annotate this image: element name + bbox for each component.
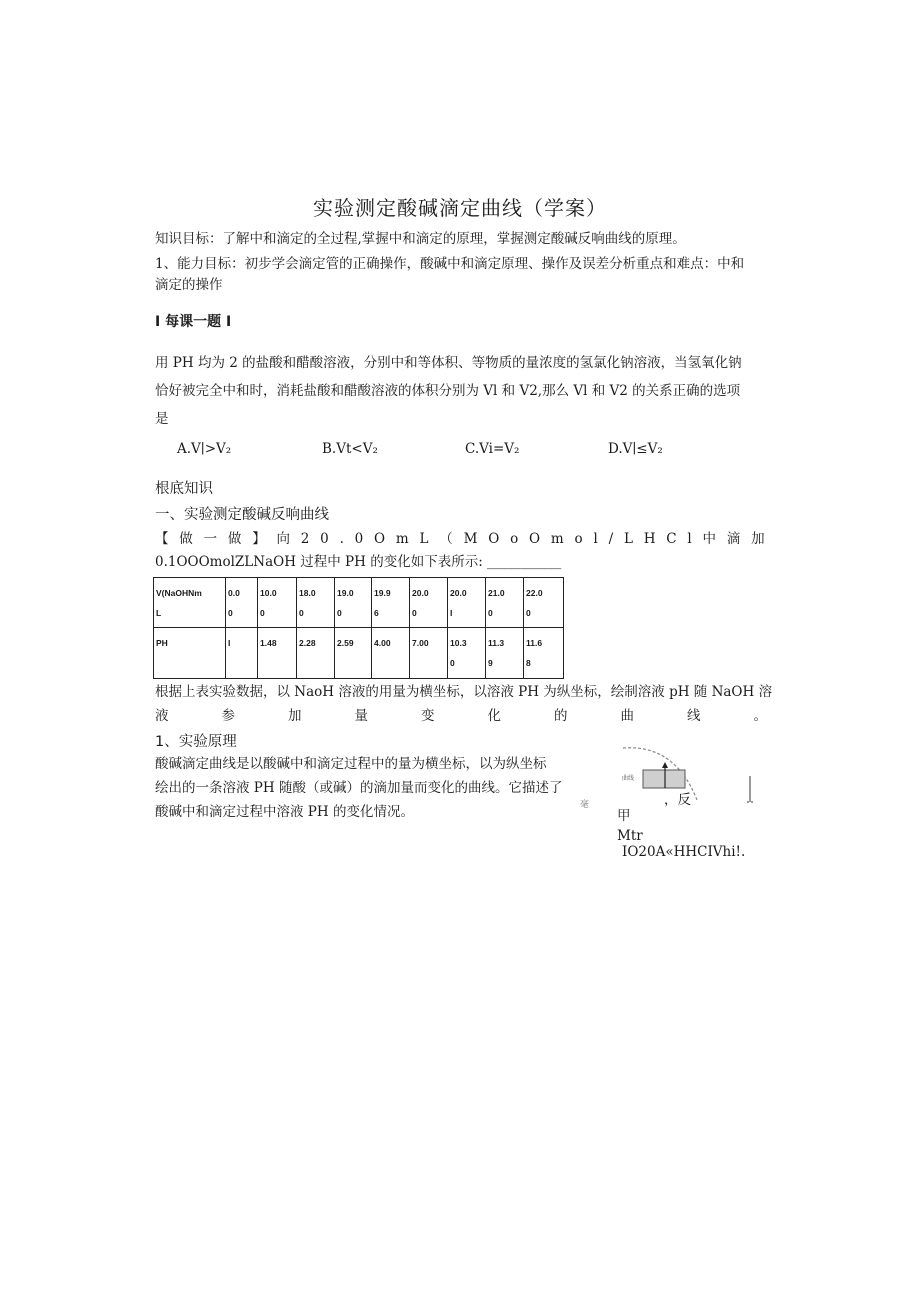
doit-char: L bbox=[623, 531, 633, 547]
after-table-line2 bbox=[155, 706, 767, 726]
after-table-char: 参 bbox=[221, 708, 235, 724]
doit-char: 】 bbox=[252, 531, 266, 547]
figure-caption-1: 甲 bbox=[617, 808, 631, 824]
table-cell: I bbox=[226, 628, 258, 679]
doit-char: O bbox=[374, 531, 386, 547]
principle-line2: 绘出的一条溶液 PH 随酸（或碱）的滴加量而变化的曲线。它描述了 bbox=[155, 780, 563, 796]
doit-line2: 0.1OOOmolZLNaOH 过程中 PH 的变化如下表所示: ___________ bbox=[155, 554, 562, 570]
section1-heading: 一、实验测定酸碱反响曲线 bbox=[155, 507, 329, 523]
after-table-line1: 根据上表实验数据，以 NaoH 溶液的用量为横坐标，以溶液 PH 为纵坐标，绘制溶液 pH 随 NaOH 溶 bbox=[155, 684, 773, 700]
ability-goal-line1: 1、能力目标：初步学会滴定管的正确操作，酸碱中和滴定原理、操作及误差分析重点和难点：中和 bbox=[155, 256, 745, 272]
principle-heading: 1、实验原理 bbox=[155, 734, 237, 750]
table-row bbox=[154, 578, 564, 628]
doit-char: 向 bbox=[276, 531, 290, 547]
titration-figure bbox=[575, 740, 775, 860]
doit-char: 【 bbox=[155, 531, 169, 547]
table-cell: 10.3 0 bbox=[448, 628, 486, 679]
table-cell: 7.00 bbox=[410, 628, 448, 679]
principle-line3: 酸碱中和滴定过程中溶液 PH 的变化情况。 bbox=[155, 804, 414, 820]
doit-char: 2 bbox=[300, 531, 310, 547]
doit-char: 加 bbox=[751, 531, 765, 547]
doit-char: o bbox=[510, 531, 519, 547]
doit-line1 bbox=[155, 529, 765, 549]
doit-char: o bbox=[574, 531, 583, 547]
doit-char: C bbox=[666, 531, 677, 547]
table-cell: 19.0 0 bbox=[335, 578, 372, 628]
after-table-char: 变 bbox=[421, 708, 435, 724]
after-table-char: 量 bbox=[354, 708, 368, 724]
knowledge-goal: 知识目标：了解中和滴定的全过程,掌握中和滴定的原理，掌握测定酸碱反响曲线的原理。 bbox=[155, 231, 686, 247]
figure-side-text: ，反 bbox=[664, 792, 691, 808]
doit-char: O bbox=[488, 531, 500, 547]
question-line3: 是 bbox=[155, 411, 169, 427]
doit-char: 一 bbox=[203, 531, 218, 547]
table-cell: 2.59 bbox=[335, 628, 372, 679]
doit-char: 中 bbox=[702, 531, 717, 547]
ph-data-table bbox=[153, 577, 564, 679]
table-cell: 4.00 bbox=[372, 628, 410, 679]
daily-question-heading: I 每课一题 I bbox=[155, 314, 232, 330]
after-table-char: 的 bbox=[554, 708, 568, 724]
option-d: D.V∣≤V₂ bbox=[608, 441, 663, 457]
doit-char: 0 bbox=[354, 531, 364, 547]
doit-char: 做 bbox=[227, 531, 242, 547]
option-a: A.V∣>V₂ bbox=[177, 441, 232, 457]
table-cell: 21.0 0 bbox=[486, 578, 524, 628]
after-table-char: 化 bbox=[487, 708, 501, 724]
after-table-char: 线 bbox=[687, 708, 701, 724]
table-cell: 0.0 0 bbox=[226, 578, 258, 628]
table-cell: 10.0 0 bbox=[258, 578, 297, 628]
figure-caption-3: IO20A«HHCIVhi!. bbox=[622, 844, 746, 860]
question-line2: 恰好被完全中和时，消耗盐酸和醋酸溶液的体积分别为 Vl 和 V2,那么 Vl 和 V2 的关系正确的选项 bbox=[155, 383, 741, 399]
page-title: 实验测定酸碱滴定曲线（学案） bbox=[313, 196, 607, 220]
doit-char: 滴 bbox=[726, 531, 741, 547]
table-row bbox=[154, 628, 564, 679]
doit-char: l bbox=[687, 531, 692, 547]
doit-char: l bbox=[593, 531, 598, 547]
table-cell: 18.0 0 bbox=[297, 578, 335, 628]
table-cell: 1.48 bbox=[258, 628, 297, 679]
option-b: B.Vt<V₂ bbox=[322, 441, 378, 457]
table-cell: 11.6 8 bbox=[524, 628, 564, 679]
after-table-char: 曲 bbox=[620, 708, 634, 724]
ability-goal-line2: 滴定的操作 bbox=[155, 277, 223, 293]
doit-char: . bbox=[339, 531, 344, 547]
figure-caption-2: Mtr bbox=[617, 828, 643, 844]
after-table-char: 。 bbox=[753, 708, 767, 724]
doit-char: m bbox=[550, 531, 564, 547]
principle-line1: 酸碱滴定曲线是以酸碱中和滴定过程中的量为横坐标，以为纵坐标 bbox=[155, 756, 547, 772]
table-cell: V(NaOHNm L bbox=[154, 578, 226, 628]
table-cell: 2.28 bbox=[297, 628, 335, 679]
table-cell: 19.9 6 bbox=[372, 578, 410, 628]
basics-heading: 根底知识 bbox=[155, 481, 213, 497]
after-table-char: 液 bbox=[155, 708, 169, 724]
doit-char: H bbox=[643, 531, 656, 547]
doit-char: 做 bbox=[179, 531, 193, 547]
table-cell: 20.0 0 bbox=[410, 578, 448, 628]
doit-char: m bbox=[395, 531, 409, 547]
option-c: C.Vi=V₂ bbox=[465, 441, 520, 457]
doit-char: 0 bbox=[320, 531, 329, 547]
table-cell: 11.3 9 bbox=[486, 628, 524, 679]
after-table-char: 加 bbox=[288, 708, 302, 724]
table-cell: PH bbox=[154, 628, 226, 679]
doit-char: O bbox=[529, 531, 541, 547]
figure-box-label: 曲线 bbox=[622, 775, 635, 782]
doit-char: M bbox=[463, 531, 478, 547]
table-cell: 22.0 0 bbox=[524, 578, 564, 628]
question-line1: 用 PH 均为 2 的盐酸和醋酸溶液，分别中和等体积、等物质的量浓度的氢氯化钠溶液，当氢氧化钠 bbox=[155, 355, 742, 371]
figure-left-mark: 毫 bbox=[580, 800, 590, 810]
doit-char: / bbox=[608, 531, 614, 547]
table-cell: 20.0 I bbox=[448, 578, 486, 628]
doit-char: L bbox=[419, 531, 429, 547]
doit-char: （ bbox=[439, 531, 453, 547]
